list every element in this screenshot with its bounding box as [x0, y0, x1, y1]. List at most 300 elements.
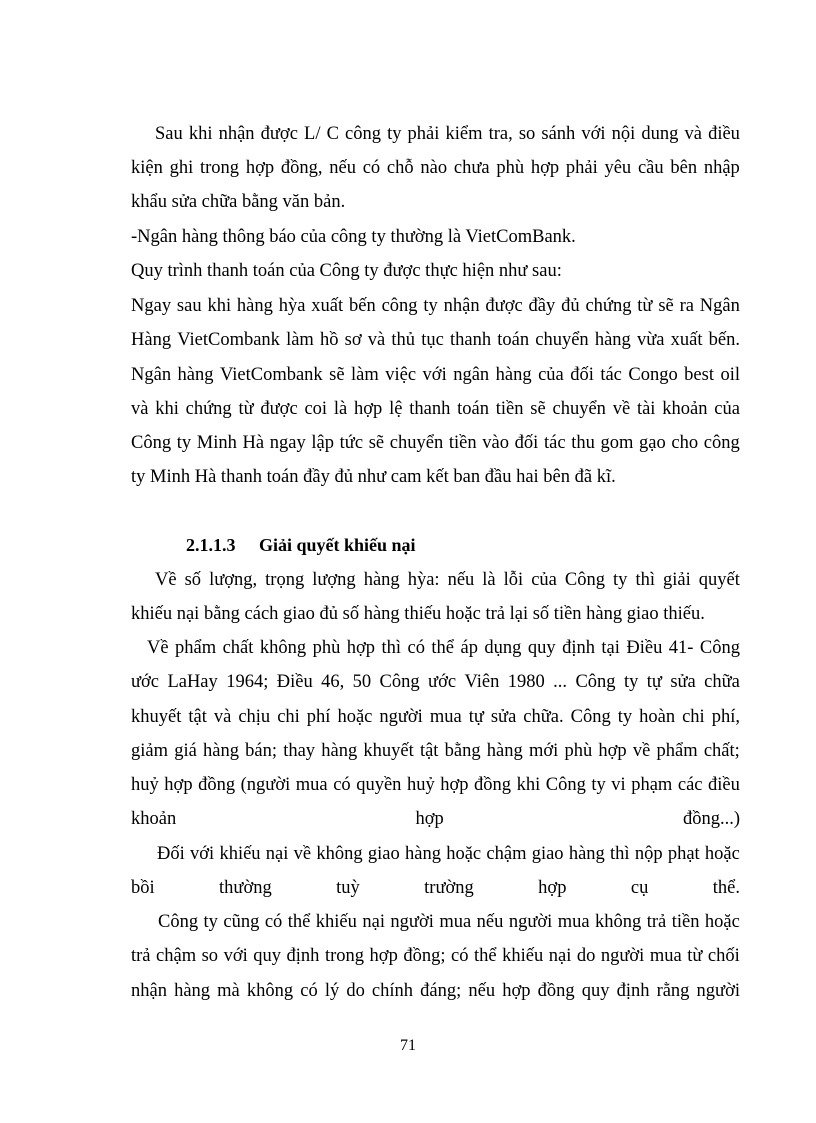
word: Công	[131, 433, 172, 453]
word: cũng	[223, 912, 260, 932]
word: sánh	[541, 124, 576, 144]
word: mua	[439, 912, 472, 932]
word: mua	[295, 775, 328, 795]
word: ty	[423, 296, 438, 316]
word: định	[286, 946, 320, 966]
word: hỳa:	[407, 570, 440, 590]
word: thì	[635, 570, 655, 590]
word: tự	[468, 707, 484, 727]
word: giao	[367, 844, 400, 864]
word: đồng,	[280, 158, 323, 178]
paragraph-line	[131, 774, 740, 796]
word: ty	[617, 707, 633, 727]
word: có	[362, 158, 381, 178]
word: tuỳ	[336, 878, 360, 898]
word: tiền	[448, 433, 477, 453]
word: chưa	[453, 158, 490, 178]
paragraph-line	[131, 706, 740, 728]
word: ty	[176, 433, 192, 453]
word: Đối	[157, 844, 185, 864]
word: công	[345, 124, 381, 144]
word: không	[595, 912, 642, 932]
word: sẽ	[658, 296, 674, 316]
word: với	[223, 946, 248, 966]
word: giảm	[131, 741, 168, 761]
word: phù	[496, 158, 525, 178]
word: chất	[222, 638, 254, 658]
word: với	[190, 844, 215, 864]
word: sau	[176, 296, 202, 316]
word: hàng	[236, 296, 273, 316]
paragraph-line	[158, 911, 740, 933]
paragraph-line	[147, 637, 740, 659]
word: chi	[682, 707, 705, 727]
word: hàng	[202, 741, 239, 761]
word: gom	[600, 433, 634, 453]
word: tại	[601, 638, 620, 658]
word: hàng	[486, 741, 523, 761]
word: nếu	[447, 570, 475, 590]
word: do	[576, 946, 596, 966]
word: nhập	[703, 158, 740, 178]
word: tài	[636, 399, 656, 419]
word: phải	[565, 158, 598, 178]
word: phí	[306, 707, 331, 727]
word: Công	[570, 707, 611, 727]
word: người	[508, 912, 553, 932]
word: đồng...)	[682, 809, 740, 829]
word: từ	[687, 946, 703, 966]
word: bến	[349, 296, 376, 316]
word: mới	[528, 741, 559, 761]
word: trọng	[265, 570, 305, 590]
word: Về	[147, 638, 169, 658]
word: người	[696, 981, 740, 1001]
word: huỷ	[406, 775, 435, 795]
word: thanh	[409, 399, 451, 419]
word: không	[259, 638, 307, 658]
word: có	[300, 981, 318, 1001]
word: làm	[286, 330, 314, 350]
paragraph-line	[155, 569, 740, 591]
word: đủ	[561, 296, 580, 316]
word: khiếu	[502, 946, 544, 966]
paragraph-line	[131, 945, 740, 967]
word: về	[612, 399, 631, 419]
word: huỷ	[131, 775, 159, 795]
word: có	[451, 946, 469, 966]
word: hàng	[321, 741, 358, 761]
word: nội	[611, 124, 636, 144]
word: lập	[311, 433, 335, 453]
paragraph-line	[131, 877, 740, 899]
word: hợp	[538, 878, 567, 898]
word: hàng	[495, 365, 532, 385]
section-heading	[186, 534, 416, 556]
word: Về	[155, 570, 177, 590]
word: định	[616, 981, 650, 1001]
word: Sau	[155, 124, 183, 144]
word: ...	[553, 672, 568, 692]
word: tác	[543, 433, 566, 453]
paragraph-line: khiếu nại bằng cách giao đủ số hàng thiếu hoặc trả lại số tiền hàng giao thiếu.	[131, 604, 705, 624]
word: L/	[304, 124, 321, 144]
paragraph-line	[131, 364, 740, 386]
word: trong	[200, 158, 240, 178]
word: khi	[516, 775, 541, 795]
word: phẩm	[656, 741, 698, 761]
word: 46,	[321, 672, 345, 692]
word: dụng	[484, 638, 522, 658]
word: ngân	[453, 365, 490, 385]
word: là	[482, 570, 496, 590]
word: sẽ	[329, 365, 345, 385]
word: tự	[646, 672, 662, 692]
word: ty	[591, 775, 606, 795]
word: Công	[575, 672, 616, 692]
word: đáng;	[420, 981, 462, 1001]
word: khuyết	[131, 707, 182, 727]
word: thủ	[391, 330, 416, 350]
paragraph-line	[131, 980, 740, 1002]
word: giải	[662, 570, 691, 590]
word: hàng	[568, 844, 605, 864]
paragraph-line	[131, 671, 740, 693]
word: giá	[174, 741, 197, 761]
word: khoản	[131, 809, 177, 829]
word: 1964;	[226, 672, 269, 692]
word: lệ	[389, 399, 403, 419]
word: sẽ	[530, 399, 546, 419]
word: và	[131, 399, 149, 419]
word: hoặc	[446, 844, 482, 864]
word: quy	[581, 981, 610, 1001]
word: dung	[641, 124, 679, 144]
word: hàng	[404, 844, 441, 864]
word: gạo	[639, 433, 666, 453]
word: Công	[699, 638, 740, 658]
word: nại	[548, 946, 572, 966]
word: Công	[545, 775, 586, 795]
word: về	[632, 741, 651, 761]
word: (người	[240, 775, 291, 795]
word: định	[562, 638, 595, 658]
word: từ	[637, 296, 653, 316]
word: có	[333, 775, 351, 795]
word: Ngay	[131, 296, 172, 316]
word: chối	[707, 946, 740, 966]
word: bồi	[131, 878, 155, 898]
word: do	[346, 981, 365, 1001]
word: và	[684, 124, 702, 144]
word: VietCombank	[219, 365, 323, 385]
word: coi	[304, 399, 328, 419]
word: phạt	[667, 844, 700, 864]
word: điều	[708, 124, 740, 144]
word: kiểm	[445, 124, 483, 144]
word: được	[485, 296, 523, 316]
word: rằng	[656, 981, 690, 1001]
word: nào	[420, 158, 448, 178]
word: người	[390, 912, 434, 932]
word: hợp	[245, 158, 275, 178]
word: nhận	[131, 981, 167, 1001]
word: 50	[352, 672, 372, 692]
word: chi	[277, 707, 300, 727]
word: hợp	[346, 638, 376, 658]
word: vừa	[636, 330, 665, 350]
word: không	[316, 844, 363, 864]
word: hợp	[354, 399, 383, 419]
word: cụ	[630, 878, 649, 898]
page-number: 71	[400, 1037, 416, 1054]
word: tức	[339, 433, 364, 453]
word: chịu	[238, 707, 271, 727]
word: trong	[324, 946, 365, 966]
word: phẩm	[175, 638, 217, 658]
word: hợp	[530, 158, 560, 178]
word: của	[714, 399, 740, 419]
word: nếu	[329, 158, 356, 178]
word: hợp	[164, 775, 193, 795]
word: quy	[527, 638, 556, 658]
word: best	[684, 365, 714, 385]
word: 41-	[668, 638, 694, 658]
word: vi	[611, 775, 626, 795]
word: hoặc	[337, 707, 373, 727]
word: mà	[217, 981, 240, 1001]
word: oil	[720, 365, 740, 385]
word: khiếu	[315, 912, 357, 932]
word: điều	[708, 775, 740, 795]
word: LaHay	[167, 672, 218, 692]
word: lỗi	[503, 570, 524, 590]
word: là	[333, 399, 348, 419]
word: Hàng	[131, 330, 172, 350]
word: trường	[424, 878, 474, 898]
word: tiền	[495, 399, 524, 419]
word: được	[260, 124, 298, 144]
word: ước	[428, 672, 457, 692]
paragraph-line	[131, 740, 740, 762]
word: người	[600, 946, 645, 966]
paragraph-line	[131, 808, 740, 830]
word: phải	[407, 124, 440, 144]
word: ước	[131, 672, 160, 692]
word: hỳa	[278, 296, 306, 316]
paragraph-line: khẩu sửa chữa bằng văn bản.	[131, 192, 346, 212]
word: Ngân	[131, 365, 172, 385]
word: công	[703, 433, 740, 453]
paragraph-line	[131, 432, 740, 454]
word: khi	[155, 399, 179, 419]
word: chậm	[486, 844, 527, 864]
word: Công	[564, 570, 606, 590]
word: tật	[188, 707, 207, 727]
word: Minh	[196, 433, 237, 453]
word: thể.	[712, 878, 740, 898]
word: C	[326, 124, 339, 144]
word: tục	[421, 330, 444, 350]
word: nhận	[443, 296, 480, 316]
word: khi	[207, 296, 232, 316]
word: chuyển	[389, 433, 444, 453]
word: khoản	[662, 399, 708, 419]
word: ty	[623, 672, 639, 692]
word: chính	[371, 981, 414, 1001]
word: chậm	[156, 946, 197, 966]
word: chứng	[585, 296, 632, 316]
word: Điều	[626, 638, 663, 658]
word: hợp	[502, 981, 531, 1001]
word: đồng	[474, 775, 512, 795]
word: mua	[649, 946, 682, 966]
word: ngay	[269, 433, 306, 453]
word: bến.	[708, 330, 740, 350]
word: phù	[312, 638, 341, 658]
word: và	[213, 707, 232, 727]
word: kiện	[131, 158, 163, 178]
word: được	[260, 399, 298, 419]
word: với	[581, 124, 606, 144]
word: hoàn	[639, 707, 676, 727]
word: bằng	[444, 741, 481, 761]
word: chữa	[704, 672, 740, 692]
word: chữa.	[523, 707, 564, 727]
word: giao	[531, 844, 564, 864]
word: hàng	[363, 570, 400, 590]
paragraph-line	[131, 398, 740, 420]
word: khiếu	[219, 844, 261, 864]
word: có	[264, 912, 283, 932]
word: xuất	[670, 330, 703, 350]
word: vào	[482, 433, 510, 453]
word: phí,	[711, 707, 740, 727]
section-title: Giải quyết khiếu nại	[259, 535, 416, 555]
word: Công	[158, 912, 199, 932]
word: thay	[283, 741, 316, 761]
word: trả	[131, 946, 151, 966]
word: Điều	[276, 672, 313, 692]
paragraph-line	[131, 157, 740, 179]
word: mua	[429, 707, 462, 727]
word: và	[367, 330, 386, 350]
paragraph-line	[155, 123, 740, 145]
word: sẽ	[368, 433, 385, 453]
word: không	[246, 981, 294, 1001]
word: ty	[387, 124, 402, 144]
word: người	[379, 707, 423, 727]
word: nại	[362, 912, 385, 932]
word: yêu	[604, 158, 632, 178]
word: cho	[671, 433, 699, 453]
word: đồng;	[403, 946, 446, 966]
word: ty	[613, 570, 628, 590]
word: lý	[324, 981, 340, 1001]
paragraph-line	[131, 329, 740, 351]
word: thể	[431, 638, 455, 658]
word: sơ	[344, 330, 362, 350]
word: chuyển	[552, 399, 606, 419]
word: nhận	[218, 124, 255, 144]
word: nộp	[634, 844, 663, 864]
word: hợp	[415, 809, 444, 829]
word: đồng	[198, 775, 236, 795]
word: hàng	[177, 365, 214, 385]
word: hàng	[594, 330, 631, 350]
word: 1980	[507, 672, 545, 692]
word: từ	[238, 399, 254, 419]
word: Công	[379, 672, 420, 692]
word: bán;	[245, 741, 277, 761]
word: ra	[679, 296, 694, 316]
word: Hà	[242, 433, 265, 453]
word: đối	[570, 365, 594, 385]
word: thanh	[449, 330, 492, 350]
word: về	[293, 844, 312, 864]
word: nếu	[468, 981, 496, 1001]
word: khuyết	[363, 741, 414, 761]
word: hợp	[440, 775, 469, 795]
word: chứng	[185, 399, 232, 419]
word: đối	[514, 433, 539, 453]
word: so	[518, 124, 536, 144]
word: hồ	[319, 330, 339, 350]
word: hoặc	[704, 844, 740, 864]
word: hoặc	[704, 912, 740, 932]
word: chuyển	[535, 330, 589, 350]
word: thường	[219, 878, 272, 898]
word: quyết	[698, 570, 740, 590]
word: phù	[564, 741, 593, 761]
word: hợp	[369, 946, 398, 966]
word: mua	[557, 912, 590, 932]
word: toán	[457, 399, 489, 419]
word: công	[381, 296, 418, 316]
word: làm	[351, 365, 379, 385]
paragraph-line: ty Minh Hà thanh toán đầy đủ như cam kết ban đầu hai bên đã kĩ.	[131, 467, 616, 487]
word: các	[677, 775, 703, 795]
word: nại	[265, 844, 289, 864]
word: hàng	[174, 981, 211, 1001]
word: tra,	[488, 124, 513, 144]
word: Viên	[464, 672, 500, 692]
word: lượng,	[209, 570, 258, 590]
word: đầy	[528, 296, 556, 316]
word: của	[538, 365, 564, 385]
section-number: 2.1.1.3	[186, 535, 236, 555]
word: nếu	[476, 912, 504, 932]
paragraph-line	[131, 295, 740, 317]
word: số	[184, 570, 202, 590]
word: đồng	[537, 981, 575, 1001]
word: quy	[253, 946, 282, 966]
word: hợp	[598, 741, 627, 761]
word: sửa	[490, 707, 517, 727]
word: thể	[287, 912, 311, 932]
word: với	[422, 365, 447, 385]
word: trả	[646, 912, 667, 932]
word: VietCombank	[177, 330, 280, 350]
word: khi	[188, 124, 213, 144]
word: Ngân	[699, 296, 740, 316]
process-intro: Quy trình thanh toán của Công ty được thực hiện như sau:	[131, 261, 562, 281]
word: áp	[460, 638, 478, 658]
paragraph-line	[157, 843, 740, 865]
word: quyền	[356, 775, 402, 795]
word: thể	[473, 946, 497, 966]
word: lượng	[312, 570, 356, 590]
